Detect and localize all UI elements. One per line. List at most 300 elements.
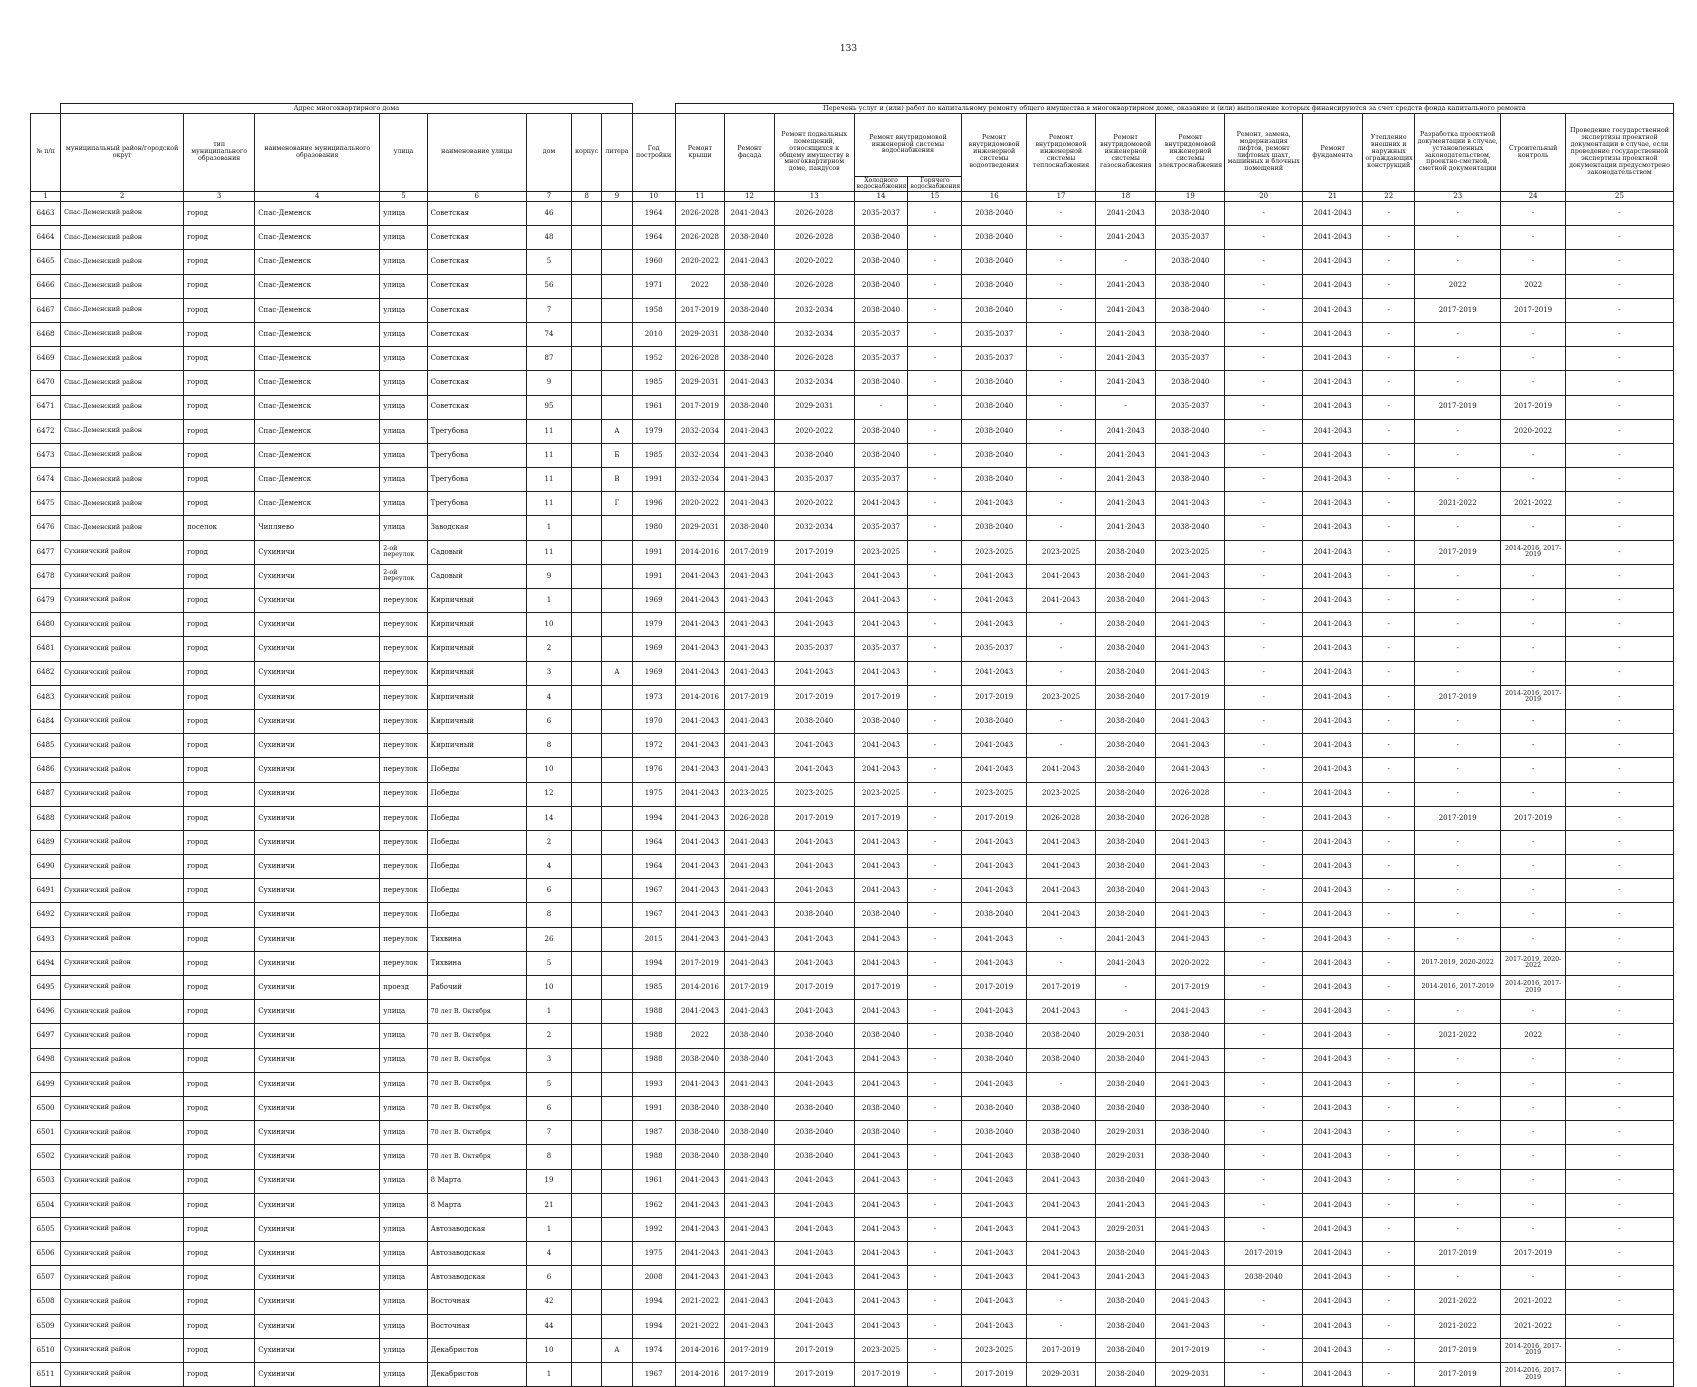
cell-street-name: Победы — [427, 806, 526, 830]
cell-num: 6463 — [31, 202, 61, 226]
cell-cold-water: 2041-2043 — [854, 1242, 908, 1266]
cell-hot-water: - — [908, 1314, 962, 1338]
cell-lift: - — [1225, 322, 1303, 346]
cell-sewer: 2038-2040 — [962, 709, 1027, 733]
cell-foundation: 2041-2043 — [1302, 782, 1362, 806]
cell-gas: 2041-2043 — [1096, 951, 1156, 975]
cell-electric: 2038-2040 — [1156, 419, 1225, 443]
cell-hot-water: - — [908, 1193, 962, 1217]
cell-electric: 2041-2043 — [1156, 927, 1225, 951]
cell-mo-name: Сухиничи — [255, 1193, 380, 1217]
cell-control: - — [1501, 1072, 1566, 1096]
cell-control: 2014-2016, 2017-2019 — [1501, 685, 1566, 709]
cell-facade: 2041-2043 — [725, 879, 775, 903]
cell-street-name: Советская — [427, 202, 526, 226]
cell-hot-water: - — [908, 903, 962, 927]
cell-gas: 2038-2040 — [1096, 1096, 1156, 1120]
cell-korpus — [572, 879, 602, 903]
cell-lift: - — [1225, 951, 1303, 975]
cell-gas: 2038-2040 — [1096, 613, 1156, 637]
cell-foundation: 2041-2043 — [1302, 371, 1362, 395]
cell-year: 1992 — [632, 1217, 675, 1241]
cell-mo-type: город — [184, 468, 255, 492]
table-row — [31, 298, 1674, 322]
cell-street-type: улица — [380, 395, 427, 419]
cell-house: 8 — [526, 1145, 571, 1169]
cell-lift: - — [1225, 589, 1303, 613]
cell-mo-name: Сухиничи — [255, 927, 380, 951]
cell-cold-water: 2041-2043 — [854, 613, 908, 637]
cell-electric: 2041-2043 — [1156, 589, 1225, 613]
cell-mo-name: Сухиничи — [255, 951, 380, 975]
cell-num: 6500 — [31, 1096, 61, 1120]
cell-hot-water: - — [908, 976, 962, 1000]
cell-street-type: улица — [380, 516, 427, 540]
cell-heat: 2041-2043 — [1027, 1000, 1096, 1024]
cell-heat: 2017-2019 — [1027, 976, 1096, 1000]
cell-lift: - — [1225, 1290, 1303, 1314]
cell-lift: - — [1225, 1000, 1303, 1024]
cell-foundation: 2041-2043 — [1302, 516, 1362, 540]
cell-street-name: Советская — [427, 347, 526, 371]
column-number: 15 — [908, 192, 962, 202]
cell-district: Сухиничский район — [61, 976, 184, 1000]
cell-basement: 2041-2043 — [774, 830, 854, 854]
cell-mo-type: город — [184, 734, 255, 758]
cell-street-type: переулок — [380, 709, 427, 733]
cell-mo-type: город — [184, 1048, 255, 1072]
cell-sewer: 2017-2019 — [962, 976, 1027, 1000]
cell-mo-type: город — [184, 419, 255, 443]
cell-sewer: 2038-2040 — [962, 226, 1027, 250]
column-number: 19 — [1156, 192, 1225, 202]
cell-foundation: 2041-2043 — [1302, 1096, 1362, 1120]
header-spacer — [31, 104, 61, 114]
col-electric-header: Ремонт внутридомовой инженерной системы электроснабжения — [1156, 114, 1225, 192]
cell-district: Сухиничский район — [61, 1290, 184, 1314]
cell-korpus — [572, 322, 602, 346]
cell-lift: - — [1225, 830, 1303, 854]
cell-control: - — [1501, 1266, 1566, 1290]
cell-insulation: - — [1363, 830, 1415, 854]
cell-basement: 2041-2043 — [774, 1266, 854, 1290]
cell-foundation: 2041-2043 — [1302, 1314, 1362, 1338]
cell-mo-type: город — [184, 1145, 255, 1169]
cell-lift: - — [1225, 1121, 1303, 1145]
cell-facade: 2041-2043 — [725, 903, 775, 927]
cell-litera — [602, 226, 632, 250]
col-litera-header: литера — [602, 114, 632, 192]
cell-lift: - — [1225, 250, 1303, 274]
cell-design: - — [1415, 322, 1501, 346]
cell-foundation: 2041-2043 — [1302, 202, 1362, 226]
cell-house: 4 — [526, 1242, 571, 1266]
cell-facade: 2017-2019 — [725, 1338, 775, 1362]
cell-mo-type: город — [184, 540, 255, 564]
cell-cold-water: 2041-2043 — [854, 564, 908, 588]
cell-design: - — [1415, 637, 1501, 661]
cell-facade: 2041-2043 — [725, 1072, 775, 1096]
cell-electric: 2041-2043 — [1156, 1072, 1225, 1096]
cell-cold-water: 2041-2043 — [854, 1217, 908, 1241]
cell-expertise: - — [1565, 1314, 1673, 1338]
cell-litera — [602, 347, 632, 371]
cell-hot-water: - — [908, 322, 962, 346]
cell-street-type: улица — [380, 1314, 427, 1338]
cell-house: 1 — [526, 516, 571, 540]
cell-gas: 2038-2040 — [1096, 1314, 1156, 1338]
cell-sewer: 2041-2043 — [962, 589, 1027, 613]
cell-mo-name: Сухиничи — [255, 1266, 380, 1290]
cell-hot-water: - — [908, 468, 962, 492]
cell-expertise: - — [1565, 1363, 1673, 1387]
cell-mo-type: город — [184, 637, 255, 661]
cell-litera — [602, 1145, 632, 1169]
cell-electric: 2038-2040 — [1156, 1096, 1225, 1120]
cell-korpus — [572, 903, 602, 927]
cell-basement: 2026-2028 — [774, 226, 854, 250]
cell-heat: - — [1027, 637, 1096, 661]
cell-mo-name: Сухиничи — [255, 782, 380, 806]
cell-insulation: - — [1363, 855, 1415, 879]
column-number: 18 — [1096, 192, 1156, 202]
cell-facade: 2041-2043 — [725, 419, 775, 443]
cell-litera: Б — [602, 443, 632, 467]
cell-street-type: переулок — [380, 685, 427, 709]
cell-roof: 2041-2043 — [675, 1217, 725, 1241]
cell-facade: 2041-2043 — [725, 1242, 775, 1266]
cell-basement: 2023-2025 — [774, 782, 854, 806]
cell-cold-water: 2041-2043 — [854, 1193, 908, 1217]
cell-electric: 2041-2043 — [1156, 1266, 1225, 1290]
col-house-header: дом — [526, 114, 571, 192]
cell-heat: 2038-2040 — [1027, 1024, 1096, 1048]
cell-korpus — [572, 492, 602, 516]
cell-house: 11 — [526, 540, 571, 564]
cell-basement: 2032-2034 — [774, 322, 854, 346]
cell-district: Спас-Деменский район — [61, 250, 184, 274]
cell-insulation: - — [1363, 1048, 1415, 1072]
cell-num: 6493 — [31, 927, 61, 951]
table-row — [31, 855, 1674, 879]
table-row — [31, 1338, 1674, 1362]
table-row — [31, 1048, 1674, 1072]
cell-foundation: 2041-2043 — [1302, 927, 1362, 951]
table-row — [31, 589, 1674, 613]
cell-house: 95 — [526, 395, 571, 419]
cell-facade: 2038-2040 — [725, 322, 775, 346]
cell-litera — [602, 250, 632, 274]
cell-mo-name: Сухиничи — [255, 1363, 380, 1387]
cell-electric: 2038-2040 — [1156, 1121, 1225, 1145]
cell-num: 6465 — [31, 250, 61, 274]
cell-foundation: 2041-2043 — [1302, 589, 1362, 613]
cell-gas: - — [1096, 250, 1156, 274]
cell-litera — [602, 709, 632, 733]
cell-expertise: - — [1565, 1217, 1673, 1241]
cell-num: 6495 — [31, 976, 61, 1000]
cell-sewer: 2038-2040 — [962, 468, 1027, 492]
cell-design: - — [1415, 1048, 1501, 1072]
cell-lift: - — [1225, 1072, 1303, 1096]
cell-district: Сухиничский район — [61, 1072, 184, 1096]
cell-street-name: Рабочий — [427, 976, 526, 1000]
cell-year: 1972 — [632, 734, 675, 758]
cell-lift: - — [1225, 1193, 1303, 1217]
cell-foundation: 2041-2043 — [1302, 1072, 1362, 1096]
cell-litera — [602, 734, 632, 758]
cell-basement: 2041-2043 — [774, 589, 854, 613]
cell-insulation: - — [1363, 1072, 1415, 1096]
cell-korpus — [572, 855, 602, 879]
cell-district: Спас-Деменский район — [61, 516, 184, 540]
cell-control: - — [1501, 1121, 1566, 1145]
cell-street-type: улица — [380, 1000, 427, 1024]
cell-street-type: улица — [380, 443, 427, 467]
cell-litera — [602, 298, 632, 322]
cell-cold-water: 2041-2043 — [854, 1072, 908, 1096]
cell-korpus — [572, 419, 602, 443]
cell-facade: 2041-2043 — [725, 758, 775, 782]
cell-num: 6482 — [31, 661, 61, 685]
cell-design: - — [1415, 855, 1501, 879]
cell-street-name: 8 Марта — [427, 1193, 526, 1217]
cell-street-name: Победы — [427, 830, 526, 854]
cell-basement: 2032-2034 — [774, 371, 854, 395]
cell-control: - — [1501, 903, 1566, 927]
cell-year: 1974 — [632, 1338, 675, 1362]
cell-insulation: - — [1363, 1000, 1415, 1024]
cell-heat: 2038-2040 — [1027, 1121, 1096, 1145]
cell-num: 6487 — [31, 782, 61, 806]
cell-num: 6499 — [31, 1072, 61, 1096]
cell-mo-name: Сухиничи — [255, 1290, 380, 1314]
cell-insulation: - — [1363, 298, 1415, 322]
cell-hot-water: - — [908, 1096, 962, 1120]
cell-basement: 2038-2040 — [774, 903, 854, 927]
table-header — [31, 104, 1674, 202]
cell-roof: 2017-2019 — [675, 951, 725, 975]
cell-lift: - — [1225, 1363, 1303, 1387]
cell-house: 5 — [526, 1072, 571, 1096]
cell-expertise: - — [1565, 951, 1673, 975]
cell-korpus — [572, 443, 602, 467]
cell-year: 1971 — [632, 274, 675, 298]
cell-heat: - — [1027, 492, 1096, 516]
cell-gas: 2038-2040 — [1096, 709, 1156, 733]
cell-gas: 2038-2040 — [1096, 685, 1156, 709]
cell-cold-water: 2041-2043 — [854, 927, 908, 951]
cell-facade: 2038-2040 — [725, 395, 775, 419]
cell-expertise: - — [1565, 976, 1673, 1000]
cell-gas: 2038-2040 — [1096, 1242, 1156, 1266]
cell-sewer: 2041-2043 — [962, 855, 1027, 879]
cell-heat: - — [1027, 1314, 1096, 1338]
cell-basement: 2041-2043 — [774, 1193, 854, 1217]
cell-year: 1960 — [632, 250, 675, 274]
cell-district: Сухиничский район — [61, 1338, 184, 1362]
cell-num: 6476 — [31, 516, 61, 540]
cell-facade: 2041-2043 — [725, 709, 775, 733]
cell-hot-water: - — [908, 443, 962, 467]
cell-korpus — [572, 1363, 602, 1387]
cell-insulation: - — [1363, 1024, 1415, 1048]
cell-hot-water: - — [908, 637, 962, 661]
col-num-header: № п/п — [31, 114, 61, 192]
cell-district: Сухиничский район — [61, 1048, 184, 1072]
cell-sewer: 2041-2043 — [962, 1290, 1027, 1314]
table-row — [31, 226, 1674, 250]
cell-num: 6490 — [31, 855, 61, 879]
cell-insulation: - — [1363, 951, 1415, 975]
cell-design: - — [1415, 468, 1501, 492]
cell-facade: 2041-2043 — [725, 734, 775, 758]
cell-year: 1985 — [632, 443, 675, 467]
cell-basement: 2020-2022 — [774, 250, 854, 274]
cell-heat: - — [1027, 322, 1096, 346]
cell-korpus — [572, 564, 602, 588]
cell-insulation: - — [1363, 927, 1415, 951]
cell-street-type: улица — [380, 1072, 427, 1096]
cell-street-type: переулок — [380, 806, 427, 830]
cell-heat: 2041-2043 — [1027, 1169, 1096, 1193]
cell-facade: 2041-2043 — [725, 661, 775, 685]
cell-facade: 2041-2043 — [725, 613, 775, 637]
cell-facade: 2041-2043 — [725, 1169, 775, 1193]
cell-basement: 2041-2043 — [774, 1000, 854, 1024]
cell-litera — [602, 202, 632, 226]
cell-control: 2017-2019 — [1501, 395, 1566, 419]
column-number: 22 — [1363, 192, 1415, 202]
col-district-header: муниципальный район/городской округ — [61, 114, 184, 192]
cell-korpus — [572, 1193, 602, 1217]
cell-heat: - — [1027, 709, 1096, 733]
cell-korpus — [572, 1024, 602, 1048]
cell-roof: 2032-2034 — [675, 419, 725, 443]
cell-insulation: - — [1363, 589, 1415, 613]
table-row — [31, 830, 1674, 854]
cell-foundation: 2041-2043 — [1302, 564, 1362, 588]
table-row — [31, 661, 1674, 685]
table-row — [31, 782, 1674, 806]
table-row — [31, 734, 1674, 758]
cell-hot-water: - — [908, 1024, 962, 1048]
cell-num: 6481 — [31, 637, 61, 661]
cell-mo-name: Сухиничи — [255, 855, 380, 879]
cell-mo-name: Сухиничи — [255, 903, 380, 927]
cell-house: 2 — [526, 830, 571, 854]
cell-litera — [602, 855, 632, 879]
cell-roof: 2041-2043 — [675, 637, 725, 661]
cell-korpus — [572, 347, 602, 371]
table-row — [31, 250, 1674, 274]
cell-basement: 2038-2040 — [774, 709, 854, 733]
cell-mo-name: Сухиничи — [255, 564, 380, 588]
cell-cold-water: 2035-2037 — [854, 637, 908, 661]
cell-hot-water: - — [908, 1363, 962, 1387]
cell-insulation: - — [1363, 443, 1415, 467]
cell-street-type: улица — [380, 1169, 427, 1193]
cell-year: 1991 — [632, 468, 675, 492]
cell-mo-name: Спас-Деменск — [255, 492, 380, 516]
cell-house: 11 — [526, 419, 571, 443]
cell-house: 48 — [526, 226, 571, 250]
cell-facade: 2038-2040 — [725, 1145, 775, 1169]
cell-num: 6491 — [31, 879, 61, 903]
cell-sewer: 2038-2040 — [962, 419, 1027, 443]
cell-roof: 2020-2022 — [675, 492, 725, 516]
cell-design: - — [1415, 758, 1501, 782]
table-row — [31, 709, 1674, 733]
cell-mo-name: Сухиничи — [255, 1145, 380, 1169]
cell-num: 6469 — [31, 347, 61, 371]
cell-street-name: Тихвина — [427, 927, 526, 951]
cell-gas: 2041-2043 — [1096, 322, 1156, 346]
cell-street-type: переулок — [380, 903, 427, 927]
cell-basement: 2041-2043 — [774, 855, 854, 879]
cell-lift: - — [1225, 516, 1303, 540]
cell-korpus — [572, 226, 602, 250]
cell-basement: 2035-2037 — [774, 637, 854, 661]
cell-expertise: - — [1565, 661, 1673, 685]
cell-street-name: Победы — [427, 758, 526, 782]
cell-expertise: - — [1565, 274, 1673, 298]
cell-expertise: - — [1565, 709, 1673, 733]
cell-foundation: 2041-2043 — [1302, 443, 1362, 467]
cell-expertise: - — [1565, 1242, 1673, 1266]
table-body — [31, 202, 1674, 1387]
cell-sewer: 2038-2040 — [962, 202, 1027, 226]
cell-control: 2021-2022 — [1501, 492, 1566, 516]
cell-litera — [602, 782, 632, 806]
cell-sewer: 2041-2043 — [962, 1314, 1027, 1338]
cell-litera — [602, 1024, 632, 1048]
cell-cold-water: 2038-2040 — [854, 371, 908, 395]
cell-street-name: Трегубова — [427, 468, 526, 492]
cell-house: 6 — [526, 879, 571, 903]
cell-roof: 2041-2043 — [675, 1242, 725, 1266]
cell-mo-name: Сухиничи — [255, 830, 380, 854]
cell-house: 7 — [526, 1121, 571, 1145]
cell-electric: 2038-2040 — [1156, 371, 1225, 395]
cell-mo-type: город — [184, 1314, 255, 1338]
cell-heat: - — [1027, 298, 1096, 322]
cell-lift: - — [1225, 540, 1303, 564]
column-number: 25 — [1565, 192, 1673, 202]
cell-expertise: - — [1565, 419, 1673, 443]
cell-heat: - — [1027, 734, 1096, 758]
table-row — [31, 806, 1674, 830]
cell-sewer: 2041-2043 — [962, 927, 1027, 951]
cell-lift: - — [1225, 1314, 1303, 1338]
col-hot-water-header: Горячего водоснабжения — [908, 177, 962, 192]
cell-district: Спас-Деменский район — [61, 226, 184, 250]
cell-roof: 2021-2022 — [675, 1290, 725, 1314]
cell-insulation: - — [1363, 661, 1415, 685]
table-row — [31, 1169, 1674, 1193]
cell-heat: 2041-2043 — [1027, 879, 1096, 903]
cell-korpus — [572, 1121, 602, 1145]
cell-sewer: 2035-2037 — [962, 637, 1027, 661]
cell-litera — [602, 1290, 632, 1314]
cell-cold-water: 2035-2037 — [854, 347, 908, 371]
cell-cold-water: 2017-2019 — [854, 806, 908, 830]
cell-sewer: 2041-2043 — [962, 1242, 1027, 1266]
cell-heat: 2041-2043 — [1027, 564, 1096, 588]
col-street-type-header: улица — [380, 114, 427, 192]
cell-cold-water: 2035-2037 — [854, 322, 908, 346]
cell-mo-type: город — [184, 1338, 255, 1362]
